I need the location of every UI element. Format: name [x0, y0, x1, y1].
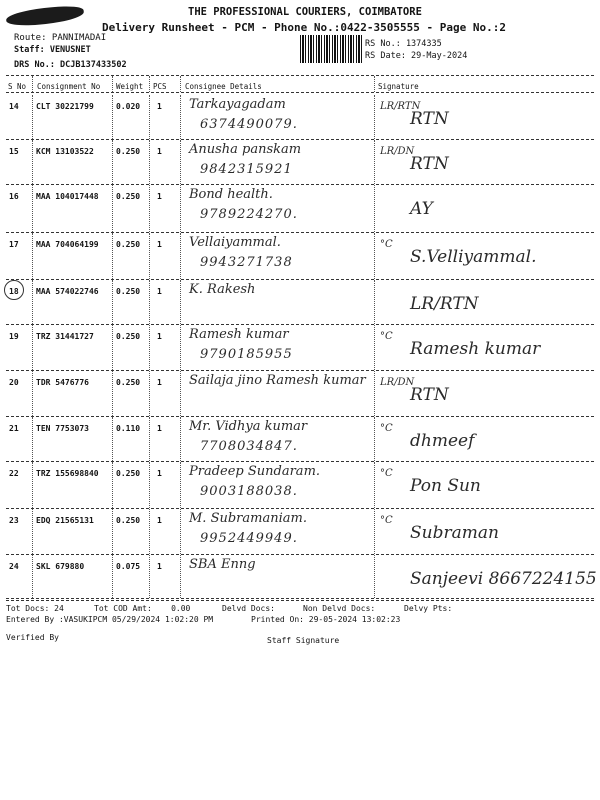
col-consignment: Consignment No: [37, 82, 101, 91]
col-divider: [112, 325, 113, 370]
col-divider: [32, 325, 33, 370]
row-consignee-name: SBA Enng: [189, 557, 256, 572]
row-weight: 0.250: [116, 516, 141, 525]
col-divider: [112, 140, 113, 184]
footer-rule: [6, 600, 594, 601]
drs-number: DRS No.: DCJB137433502: [14, 60, 127, 70]
col-divider: [149, 325, 150, 370]
row-consignee-phone: 9842315921: [200, 162, 293, 177]
row-consignee-name: Bond health.: [189, 187, 273, 202]
row-separator: [6, 598, 594, 599]
row-consignee-phone: 9943271738: [200, 255, 293, 270]
row-separator: [6, 461, 594, 462]
barcode-image: [300, 35, 362, 63]
row-sno: 16: [9, 192, 19, 201]
col-divider: [112, 462, 113, 508]
rs-number: RS No.: 1374335: [365, 39, 442, 49]
col-divider: [32, 371, 33, 416]
row-consignment: MAA 104017448: [36, 192, 99, 201]
col-divider: [149, 462, 150, 508]
col-divider: [374, 555, 375, 598]
col-divider: [149, 417, 150, 461]
col-divider: [180, 233, 181, 279]
row-separator: [6, 232, 594, 233]
staff-signature-label: Staff Signature: [267, 636, 340, 645]
row-pcs: 1: [157, 469, 162, 478]
col-divider: [112, 185, 113, 232]
row-consignee-name: Mr. Vidhya kumar: [189, 419, 308, 434]
col-divider: [180, 280, 181, 324]
col-divider: [32, 140, 33, 184]
col-divider: [32, 95, 33, 139]
row-consignee-phone: 9952449949.: [200, 531, 298, 546]
col-divider: [32, 76, 33, 92]
row-separator: [6, 508, 594, 509]
runsheet-title: Delivery Runsheet - PCM - Phone No.:0422-3505555 - Page No.:2: [102, 21, 506, 34]
col-divider: [149, 555, 150, 598]
delvy-pts: Delvy Pts:: [404, 604, 453, 613]
row-signature: S.Velliyammal.: [410, 247, 537, 267]
row-sno: 22: [9, 469, 19, 478]
row-sno: 15: [9, 147, 19, 156]
col-divider: [374, 462, 375, 508]
row-pcs: 1: [157, 562, 162, 571]
row-consignment: CLT 30221799: [36, 102, 94, 111]
row-sno: 18: [9, 287, 19, 296]
col-divider: [180, 462, 181, 508]
row-signature: Pon Sun: [410, 476, 481, 496]
col-divider: [374, 325, 375, 370]
col-divider: [32, 555, 33, 598]
row-signature: RTN: [410, 109, 449, 129]
row-weight: 0.075: [116, 562, 141, 571]
route-label: Route: PANNIMADAI: [14, 33, 107, 43]
row-separator: [6, 279, 594, 280]
row-consignee-name: Vellaiyammal.: [189, 235, 281, 250]
col-divider: [149, 233, 150, 279]
col-divider: [112, 280, 113, 324]
row-consignee-phone: 6374490079.: [200, 117, 298, 132]
col-divider: [374, 417, 375, 461]
row-consignment: TRZ 31441727: [36, 332, 94, 341]
row-note: LR/DN: [380, 377, 415, 388]
col-divider: [374, 509, 375, 554]
col-divider: [180, 95, 181, 139]
row-sno: 20: [9, 378, 19, 387]
col-divider: [374, 233, 375, 279]
row-signature: RTN: [410, 154, 449, 174]
col-divider: [374, 185, 375, 232]
col-divider: [180, 140, 181, 184]
col-sno: S No: [8, 82, 27, 91]
row-note: °C: [380, 239, 393, 250]
col-divider: [149, 371, 150, 416]
redaction-blot: [5, 4, 84, 28]
col-pcs: PCS: [153, 82, 167, 91]
row-signature: Ramesh kumar: [410, 339, 541, 359]
col-divider: [180, 76, 181, 92]
row-consignee-name: Sailaja jino Ramesh kumar: [189, 373, 366, 388]
row-pcs: 1: [157, 192, 162, 201]
col-consignee: Consignee Details: [185, 82, 262, 91]
col-divider: [180, 325, 181, 370]
table-top-rule: [6, 75, 594, 76]
row-separator: [6, 370, 594, 371]
row-consignment: TRZ 155698840: [36, 469, 99, 478]
row-weight: 0.250: [116, 287, 141, 296]
row-consignment: TEN 7753073: [36, 424, 89, 433]
col-signature: Signature: [378, 82, 419, 91]
col-divider: [32, 462, 33, 508]
row-consignee-name: M. Subramaniam.: [189, 511, 307, 526]
col-divider: [112, 509, 113, 554]
row-separator: [6, 554, 594, 555]
row-signature: Subraman: [410, 523, 499, 543]
col-divider: [32, 509, 33, 554]
col-divider: [32, 233, 33, 279]
row-note: °C: [380, 423, 393, 434]
row-separator: [6, 416, 594, 417]
delvd-docs: Delvd Docs:: [222, 604, 275, 613]
row-pcs: 1: [157, 332, 162, 341]
col-divider: [32, 417, 33, 461]
col-divider: [112, 417, 113, 461]
row-consignee-name: Tarkayagadam: [189, 97, 286, 112]
col-divider: [180, 185, 181, 232]
row-consignment: TDR 5476776: [36, 378, 89, 387]
row-consignment: KCM 13103522: [36, 147, 94, 156]
col-divider: [374, 371, 375, 416]
row-weight: 0.250: [116, 192, 141, 201]
row-signature: AY: [410, 199, 433, 219]
rs-date: RS Date: 29-May-2024: [365, 51, 468, 61]
printed-on: Printed On: 29-05-2024 13:02:23: [251, 615, 401, 624]
row-consignee-name: Ramesh kumar: [189, 327, 289, 342]
col-divider: [180, 371, 181, 416]
entered-by: Entered By :VASUKIPCM 05/29/2024 1:02:20 PM: [6, 615, 214, 624]
verified-by: Verified By: [6, 633, 59, 642]
col-divider: [180, 417, 181, 461]
row-consignment: MAA 574022746: [36, 287, 99, 296]
row-weight: 0.250: [116, 240, 141, 249]
row-consignment: MAA 704064199: [36, 240, 99, 249]
row-pcs: 1: [157, 102, 162, 111]
col-divider: [149, 185, 150, 232]
row-weight: 0.110: [116, 424, 141, 433]
row-consignee-phone: 9003188038.: [200, 484, 298, 499]
tot-docs: Tot Docs: 24: [6, 604, 64, 613]
col-divider: [180, 555, 181, 598]
col-divider: [374, 140, 375, 184]
col-divider: [112, 95, 113, 139]
col-divider: [32, 280, 33, 324]
row-consignee-name: K. Rakesh: [189, 282, 256, 297]
row-consignee-phone: 7708034847.: [200, 439, 298, 454]
row-consignee-phone: 9790185955: [200, 347, 293, 362]
col-divider: [149, 95, 150, 139]
row-weight: 0.250: [116, 147, 141, 156]
col-divider: [112, 76, 113, 92]
row-note: °C: [380, 468, 393, 479]
row-note: LR/DN: [380, 146, 415, 157]
row-signature: Sanjeevi 8667224155: [410, 569, 597, 589]
table-header-rule: [6, 92, 594, 93]
row-sno: 17: [9, 240, 19, 249]
col-divider: [112, 371, 113, 416]
row-sno: 14: [9, 102, 19, 111]
row-weight: 0.250: [116, 378, 141, 387]
row-consignee-name: Anusha panskam: [189, 142, 302, 157]
row-pcs: 1: [157, 240, 162, 249]
row-pcs: 1: [157, 378, 162, 387]
row-consignment: EDQ 21565131: [36, 516, 94, 525]
col-divider: [180, 509, 181, 554]
row-note: LR/RTN: [380, 101, 421, 112]
row-sno: 19: [9, 332, 19, 341]
col-divider: [112, 233, 113, 279]
row-note: °C: [380, 331, 393, 342]
row-note: °C: [380, 515, 393, 526]
row-separator: [6, 324, 594, 325]
col-divider: [149, 280, 150, 324]
row-signature: LR/RTN: [410, 294, 479, 314]
row-signature: RTN: [410, 385, 449, 405]
col-divider: [374, 280, 375, 324]
row-pcs: 1: [157, 516, 162, 525]
row-sno: 21: [9, 424, 19, 433]
row-signature: dhmeef: [410, 431, 475, 451]
row-weight: 0.020: [116, 102, 141, 111]
staff-label: Staff: VENUSNET: [14, 45, 91, 55]
col-divider: [149, 509, 150, 554]
col-divider: [32, 185, 33, 232]
col-divider: [374, 95, 375, 139]
row-weight: 0.250: [116, 469, 141, 478]
col-divider: [149, 76, 150, 92]
tot-cod-amt: Tot COD Amt: 0.00: [94, 604, 191, 613]
col-weight: Weight: [116, 82, 144, 91]
row-pcs: 1: [157, 147, 162, 156]
col-divider: [374, 76, 375, 92]
col-divider: [112, 555, 113, 598]
row-pcs: 1: [157, 424, 162, 433]
row-consignee-phone: 9789224270.: [200, 207, 298, 222]
row-consignee-name: Pradeep Sundaram.: [189, 464, 321, 479]
row-weight: 0.250: [116, 332, 141, 341]
row-pcs: 1: [157, 287, 162, 296]
row-separator: [6, 139, 594, 140]
col-divider: [149, 140, 150, 184]
row-sno: 23: [9, 516, 19, 525]
row-consignment: SKL 679880: [36, 562, 85, 571]
non-delvd-docs: Non Delvd Docs:: [303, 604, 376, 613]
row-separator: [6, 184, 594, 185]
row-sno: 24: [9, 562, 19, 571]
company-title: THE PROFESSIONAL COURIERS, COIMBATORE: [188, 6, 422, 18]
